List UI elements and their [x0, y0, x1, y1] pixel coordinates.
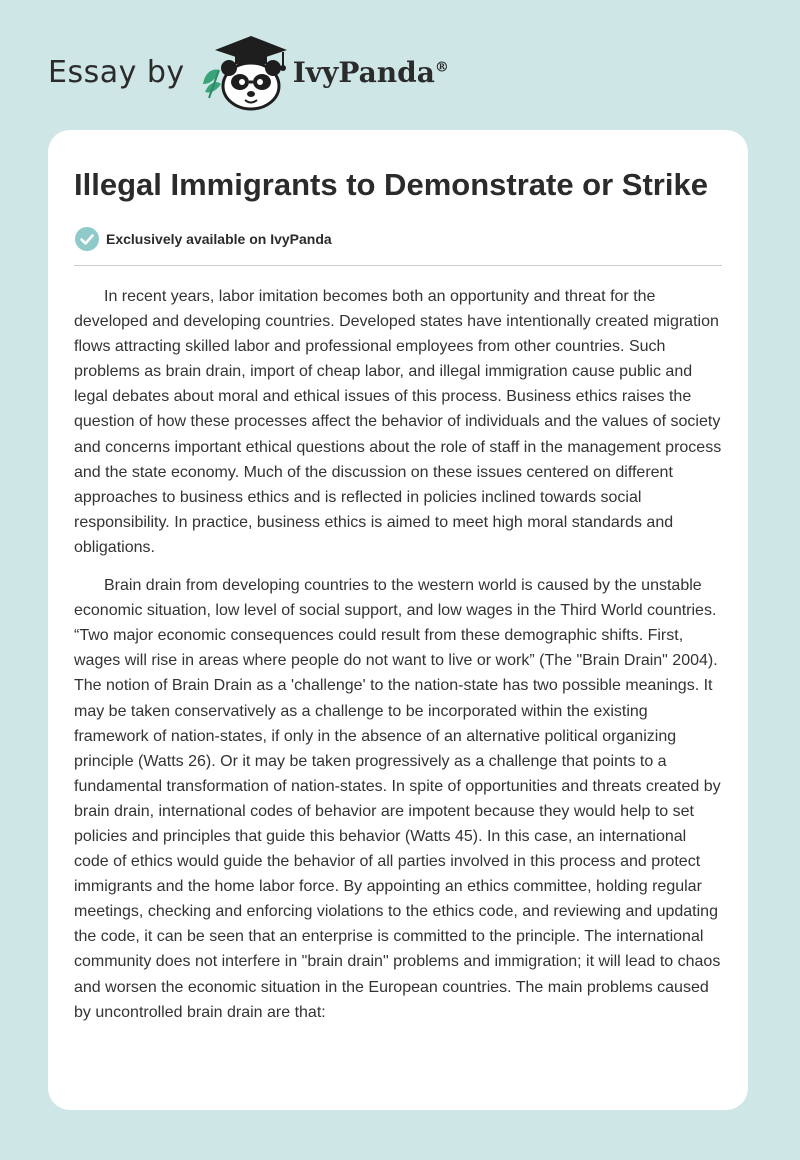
essay-paragraph: In recent years, labor imitation becomes both an opportunity and threat for the developed and developing countries. Developed states have intentionally created migration flows attracting skilled labor and professional employees from other countries. Such problems as brain drain, import of cheap labor, and illegal immigration cause public and legal debates about moral and ethical issues of this process. Business ethics raises the question of how these processes affect the behavior of individuals and the values of society and concerns important ethical questions about the role of staff in the management process and the state economy. Much of the discussion on these issues centered on different approaches to business ethics and is reflected in policies inclined towards social responsibility. In practice, business ethics is aimed to meet high moral standards and obligations. — [74, 288, 722, 556]
essay-title: Illegal Immigrants to Demonstrate or Strike — [74, 167, 708, 202]
divider — [74, 265, 722, 266]
essay-by-label: Essay by — [48, 54, 185, 90]
exclusive-badge — [74, 226, 722, 252]
brand-name[interactable]: IvyPanda® — [292, 55, 449, 89]
check-badge-icon — [74, 226, 100, 252]
essay-paragraph: Brain drain from developing countries to the western world is caused by the unstable economic situation, low level of social support, and low wages in the Third World countries. “Two major economic consequences could result from these demographic shifts. First, wages will rise in areas where people do not want to live or work” (The "Brain Drain" 2004). The notion of Brain Drain as a 'challenge' to the nation-state has two possible meanings. It may be taken conservatively as a challenge to be incorporated within the existing framework of nation-states, if only in the absence of an alternative political organizing principle (Watts 26). Or it may be taken progressively as a challenge that points to a fundamental transformation of nation-states. In spite of opportunities and threats created by brain drain, international codes of behavior are impotent because they would help to set policies and principles that guide this behavior (Watts 45). In this case, an international code of ethics would guide the behavior of all parties involved in this process and protect immigrants and the home labor force. By appointing an ethics committee, holding regular meetings, checking and enforcing violations to the ethics code, and reviewing and updating the code, it can be seen that an enterprise is committed to the principle. The international community does not interfere in "brain drain" problems and immigration; it will lead to chaos and worsen the economic situation in the European countries. The main problems caused by uncontrolled brain drain are that: — [74, 577, 721, 1021]
exclusive-label: Exclusively available on IvyPanda — [106, 231, 332, 247]
panda-logo-icon[interactable] — [199, 32, 289, 112]
site-header — [48, 32, 449, 112]
essay-card — [48, 130, 748, 1110]
registered-mark: ® — [434, 59, 449, 76]
